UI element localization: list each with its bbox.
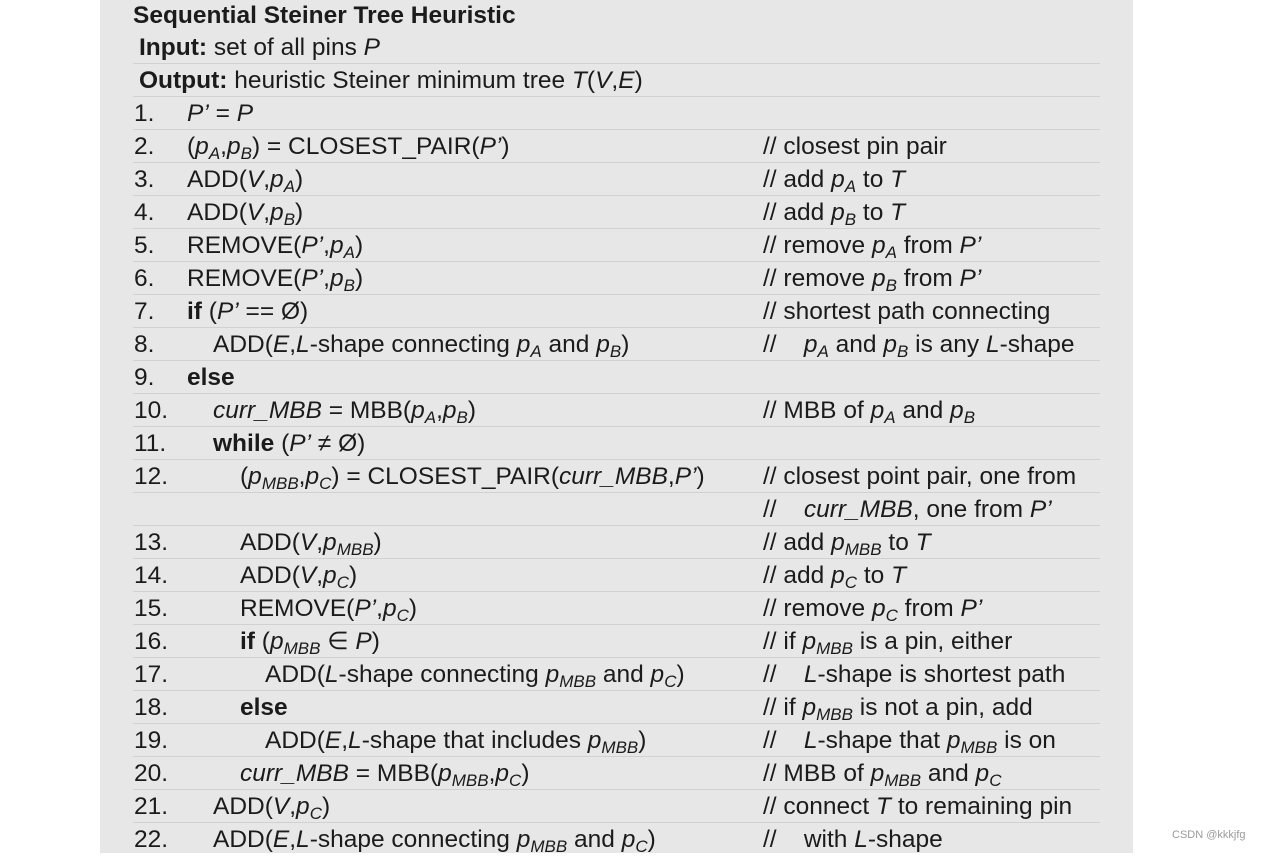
line-12-continuation — [133, 493, 1100, 526]
line-4 — [133, 196, 1100, 229]
line-number: 14. — [134, 562, 169, 589]
line-number: 16. — [134, 628, 169, 655]
output-row — [133, 64, 1100, 97]
line-5 — [133, 229, 1100, 262]
line-11 — [133, 427, 1100, 460]
line-number: 22. — [134, 826, 169, 853]
line-code: while (P’ ≠ Ø) — [213, 430, 366, 457]
line-code: curr_MBB = $MBB(p_{MBB},p_C)$ — [240, 760, 530, 790]
line-22 — [133, 823, 1100, 856]
algorithm-lines — [133, 97, 1100, 856]
line-number: 10. — [134, 397, 169, 424]
line-comment: // remove $p_A$ from P’ — [763, 232, 982, 262]
line-comment: // connect T to remaining pin — [763, 793, 1073, 820]
line-code: $REMOVE(P’,p_C)$ — [240, 595, 418, 625]
input-row — [133, 31, 1100, 64]
line-code: $(p_{MBB},p_C)$ = CLOSEST_PAIR(curr_MBB,P’) — [240, 463, 705, 493]
line-code: $ADD(V,p_B)$ — [187, 199, 304, 229]
line-code: else — [187, 364, 235, 391]
line-code: ADD(E,L-shape that includes $p_{MBB}$) — [265, 727, 647, 757]
line-number: 19. — [134, 727, 169, 754]
line-number: 15. — [134, 595, 169, 622]
line-comment: // shortest path connecting — [763, 298, 1051, 325]
line-7 — [133, 295, 1100, 328]
line-number: 18. — [134, 694, 169, 721]
line-18 — [133, 691, 1100, 724]
input-label: Input: — [139, 34, 208, 61]
line-comment: // if $p_{MBB}$ is a pin, either — [763, 628, 1013, 658]
line-12 — [133, 460, 1100, 493]
line-number: 6. — [134, 265, 155, 292]
line-8 — [133, 328, 1100, 361]
line-comment: // MBB of $p_A$ and $p_B$ — [763, 397, 976, 427]
line-comment: // MBB of $p_{MBB}$ and $p_C$ — [763, 760, 1002, 790]
input-text: set of all pins — [213, 34, 364, 61]
line-19 — [133, 724, 1100, 757]
line-comment: // $p_A$ and $p_B$ is any L-shape — [763, 331, 1075, 361]
line-number: 11. — [134, 430, 167, 457]
line-9 — [133, 361, 1100, 394]
line-number: 1. — [134, 100, 155, 127]
line-number: 4. — [134, 199, 155, 226]
line-code: ADD(E,L-shape connecting $p_A$ and $p_B$) — [213, 331, 630, 361]
line-code: $ADD(V,p_C)$ — [213, 793, 331, 823]
line-1 — [133, 97, 1100, 130]
line-number: 13. — [134, 529, 169, 556]
line-13 — [133, 526, 1100, 559]
line-number: 21. — [134, 793, 169, 820]
line-number: 20. — [134, 760, 169, 787]
line-comment: // if $p_{MBB}$ is not a pin, add — [763, 694, 1033, 724]
line-number: 8. — [134, 331, 155, 358]
line-comment: // closest pin pair — [763, 133, 947, 160]
line-6 — [133, 262, 1100, 295]
line-code: else — [240, 694, 288, 721]
line-14 — [133, 559, 1100, 592]
line-code: curr_MBB = $MBB(p_A,p_B)$ — [213, 397, 477, 427]
line-number: 3. — [134, 166, 155, 193]
output-var: T(V,E) — [571, 67, 643, 94]
line-code: $(p_A,p_B)$ = CLOSEST_PAIR(P’) — [187, 133, 510, 163]
line-code: $REMOVE(P’,p_A)$ — [187, 232, 364, 262]
line-comment: // with L-shape — [763, 826, 943, 853]
output-text: heuristic Steiner minimum tree — [234, 67, 572, 94]
algorithm-title: Sequential Steiner Tree Heuristic — [133, 2, 516, 29]
line-17 — [133, 658, 1100, 691]
line-number: 2. — [134, 133, 155, 160]
line-comment: // L-shape is shortest path — [763, 661, 1066, 688]
line-number: 12. — [134, 463, 169, 490]
watermark: CSDN @kkkjfg — [1172, 829, 1246, 841]
line-comment: // curr_MBB, one from P’ — [763, 496, 1052, 523]
line-comment: // add $p_B$ to T — [763, 199, 906, 229]
line-code: $ADD(V,p_C)$ — [240, 562, 358, 592]
algorithm-listing — [133, 0, 1100, 856]
line-code: if ($p_{MBB}$ ∈ P) — [240, 628, 380, 658]
line-code: $ADD(V,p_{MBB})$ — [240, 529, 382, 559]
line-number: 17. — [134, 661, 169, 688]
line-2 — [133, 130, 1100, 163]
line-16 — [133, 625, 1100, 658]
line-code: ADD(L-shape connecting $p_{MBB}$ and $p_C$) — [265, 661, 685, 691]
line-comment: // add $p_C$ to T — [763, 562, 907, 592]
line-code: if (P’ == Ø) — [187, 298, 309, 325]
line-comment: // add $p_A$ to T — [763, 166, 906, 196]
line-number: 7. — [134, 298, 155, 325]
line-code: $REMOVE(P’,p_B)$ — [187, 265, 364, 295]
line-code: ADD(E,L-shape connecting $p_{MBB}$ and $p_C$) — [213, 826, 656, 856]
line-comment: // L-shape that $p_{MBB}$ is on — [763, 727, 1056, 757]
line-21 — [133, 790, 1100, 823]
line-comment: // remove $p_B$ from P’ — [763, 265, 982, 295]
line-number: 5. — [134, 232, 155, 259]
line-3 — [133, 163, 1100, 196]
line-comment: // closest point pair, one from — [763, 463, 1077, 490]
input-var: P — [363, 34, 380, 61]
line-comment: // remove $p_C$ from P’ — [763, 595, 983, 625]
line-10 — [133, 394, 1100, 427]
line-comment: // add $p_{MBB}$ to T — [763, 529, 931, 559]
line-number: 9. — [134, 364, 155, 391]
line-code: $ADD(V,p_A)$ — [187, 166, 304, 196]
line-code: P’ = P — [187, 100, 254, 127]
output-label: Output: — [139, 67, 228, 94]
line-20 — [133, 757, 1100, 790]
line-15 — [133, 592, 1100, 625]
